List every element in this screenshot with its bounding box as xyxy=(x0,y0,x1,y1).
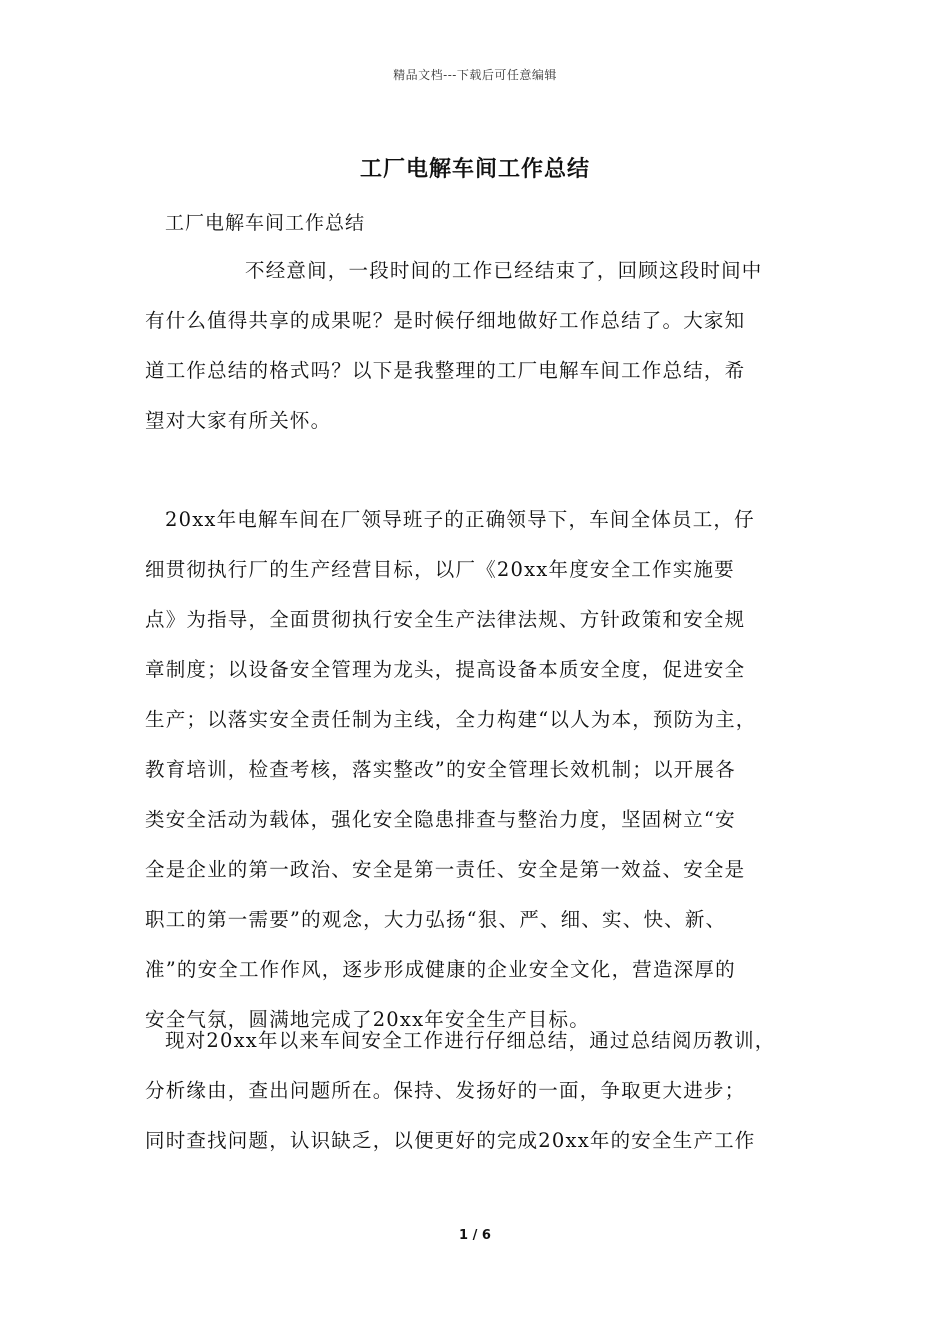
paragraph-line: 20xx年电解车间在厂领导班子的正确领导下，车间全体员工，仔 xyxy=(165,508,755,531)
document-title: 工厂电解车间工作总结 xyxy=(359,156,590,182)
page-number: 1 / 6 xyxy=(459,1228,491,1243)
paragraph-line: 同时查找问题，认识缺乏，以便更好的完成20xx年的安全生产工作 xyxy=(145,1129,756,1152)
paragraph-line: 教育培训，检查考核，落实整改”的安全管理长效机制；以开展各 xyxy=(145,758,736,781)
paragraph-line: 职工的第一需要”的观念，大力弘扬“狠、严、细、实、快、新、 xyxy=(145,908,727,931)
paragraph-line: 道工作总结的格式吗？以下是我整理的工厂电解车间工作总结，希 xyxy=(145,359,746,382)
paragraph-line: 有什么值得共享的成果呢？是时候仔细地做好工作总结了。大家知 xyxy=(145,309,746,332)
paragraph-line: 现对20xx年以来车间安全工作进行仔细总结，通过总结阅历教训， xyxy=(165,1029,776,1052)
paragraph-line: 不经意间，一段时间的工作已经结束了，回顾这段时间中 xyxy=(245,259,763,282)
paragraph-line: 章制度；以设备安全管理为龙头，提高设备本质安全度，促进安全 xyxy=(145,658,746,681)
paragraph-line: 全是企业的第一政治、安全是第一责任、安全是第一效益、安全是 xyxy=(145,858,746,881)
document-subtitle: 工厂电解车间工作总结 xyxy=(165,212,366,234)
paragraph-line: 分析缘由，查出问题所在。保持、发扬好的一面，争取更大进步； xyxy=(145,1079,746,1102)
paragraph-line: 准”的安全工作作风，逐步形成健康的企业安全文化，营造深厚的 xyxy=(145,958,736,981)
paragraph-line: 生产；以落实安全责任制为主线，全力构建“以人为本，预防为主， xyxy=(145,708,757,731)
paragraph-intro xyxy=(145,246,815,446)
paragraph-line: 细贯彻执行厂的生产经营目标，以厂《20xx年度安全工作实施要 xyxy=(145,558,735,581)
paragraph-line: 类安全活动为载体，强化安全隐患排查与整治力度，坚固树立“安 xyxy=(145,808,736,831)
page-header: 精品文档---下载后可任意编辑 xyxy=(393,68,557,82)
paragraph-summary xyxy=(145,495,815,1045)
paragraph-line: 安全气氛，圆满地完成了20xx年安全生产目标。 xyxy=(145,1008,590,1031)
paragraph-line: 点》为指导，全面贯彻执行安全生产法律法规、方针政策和安全规 xyxy=(145,608,746,631)
paragraph-review xyxy=(145,1016,815,1166)
paragraph-line: 望对大家有所关怀。 xyxy=(145,409,332,432)
